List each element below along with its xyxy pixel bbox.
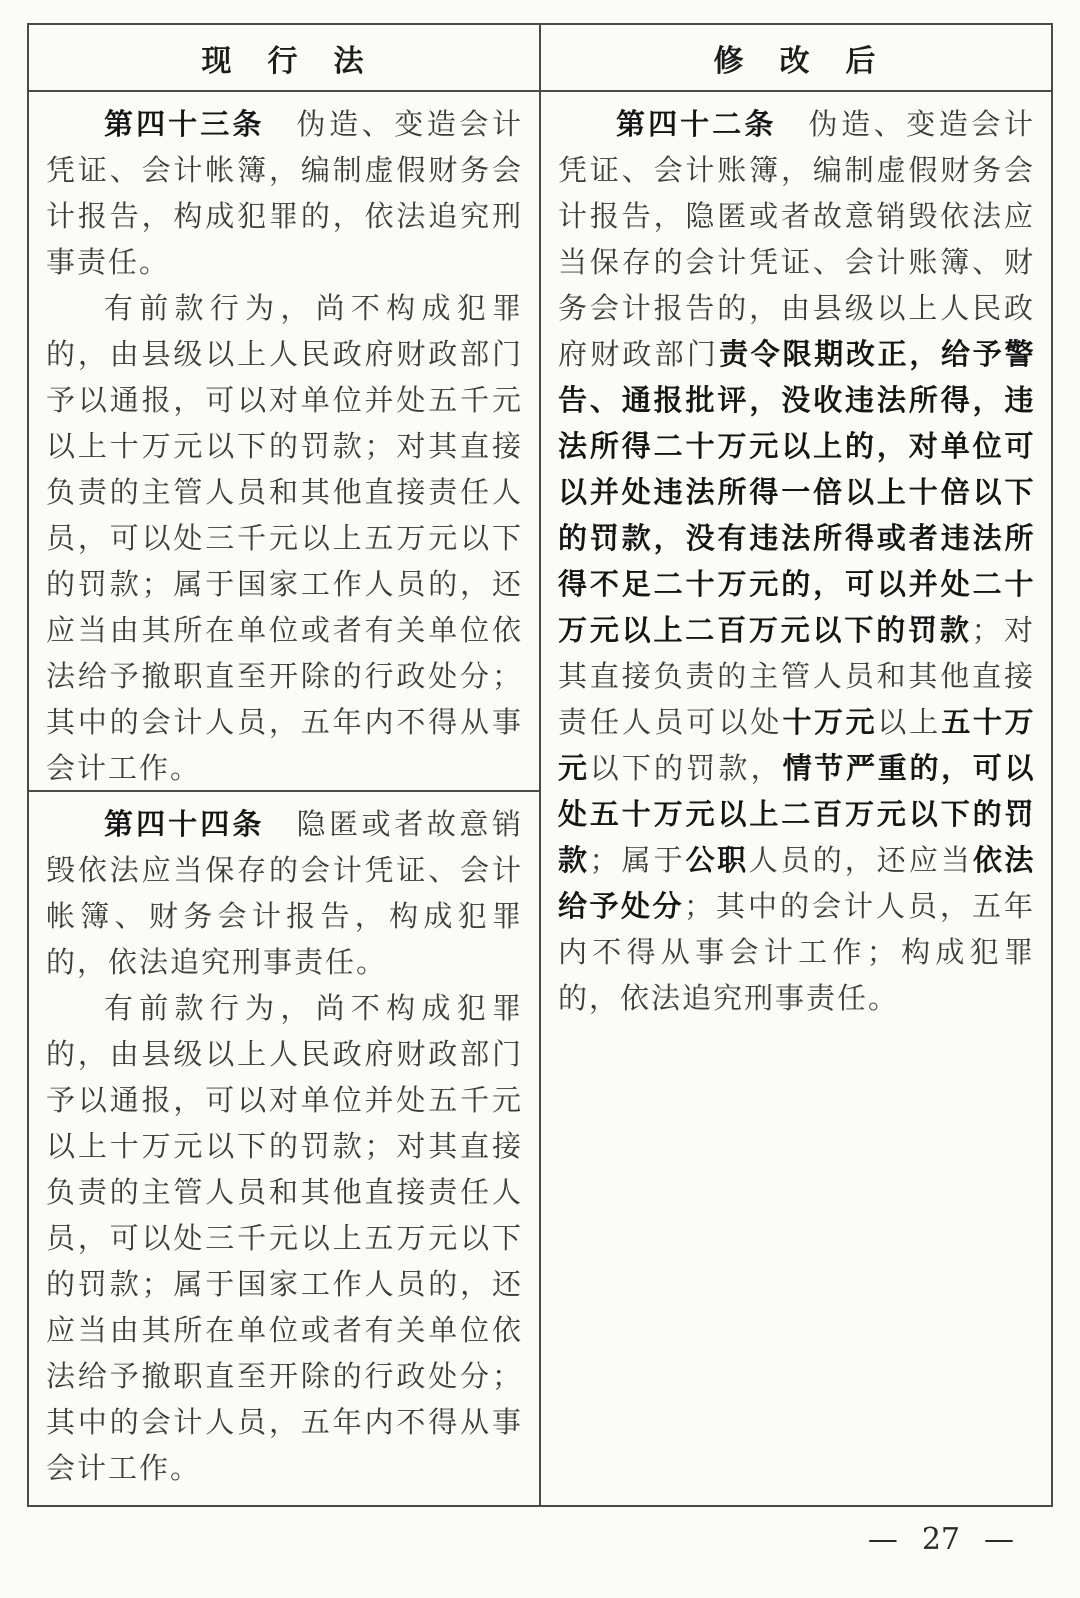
emphasis-text: 第四十三条 (104, 107, 297, 141)
body-text: ；对其直接负责的主管人员和其他直接责任人员可以处 (558, 613, 1035, 739)
current-law-article-44-cell (29, 792, 539, 1505)
emphasis-text: 十万元 (782, 705, 878, 739)
amended-article-42-cell (541, 92, 1051, 1021)
table-body-row (29, 92, 1051, 1505)
emphasis-text: 五十万元 (558, 705, 1035, 785)
column-amended (541, 92, 1051, 1505)
body-text: ；其中的会计人员，五年内不得从事会计工作；构成犯罪的，依法追究刑事责任。 (558, 889, 1035, 1015)
emphasis-text: 第四十二条 (616, 107, 809, 141)
page-number: 27 (921, 1522, 960, 1557)
law-paragraph (46, 285, 523, 791)
column-current-law (29, 92, 541, 1505)
current-law-article-43-cell (29, 92, 539, 792)
body-text: 隐匿或者故意销毁依法应当保存的会计凭证、会计帐簿、财务会计报告，构成犯罪的，依法追究刑事责任。 (46, 807, 523, 979)
emphasis-text: 公职 (685, 843, 749, 877)
emphasis-text: 情节严重的，可以处五十万元以上二百万元以下的罚款 (558, 751, 1035, 877)
header-amended: 修 改 后 (713, 43, 879, 79)
body-text: 以下的罚款， (589, 751, 783, 785)
law-paragraph (46, 985, 523, 1491)
body-text: 以上 (877, 705, 942, 739)
body-text: ；属于 (589, 843, 686, 877)
emphasis-text: 第四十四条 (104, 807, 297, 841)
header-current-law: 现 行 法 (29, 25, 541, 90)
body-text: 有前款行为，尚不构成犯罪的，由县级以上人民政府财政部门予以通报，可以对单位并处五千元以上十万元以下的罚款；对其直接负责的主管人员和其他直接责任人员，可以处三千元以上五万元以下的罚款；属于国家工作人员的，还应当由其所在单位或者有关单位依法给予撤职直至开除的行政处分；其中的会计人员，五年内不得从事会计工作。 (46, 291, 523, 785)
law-paragraph (558, 101, 1035, 1021)
page-footer (868, 1522, 1014, 1557)
footer-dash-right: — (984, 1522, 1014, 1557)
body-text: 有前款行为，尚不构成犯罪的，由县级以上人民政府财政部门予以通报，可以对单位并处五千元以上十万元以下的罚款；对其直接负责的主管人员和其他直接责任人员，可以处三千元以上五万元以下的罚款；属于国家工作人员的，还应当由其所在单位或者有关单位依法给予撤职直至开除的行政处分；其中的会计人员，五年内不得从事会计工作。 (46, 991, 523, 1485)
law-comparison-table (27, 23, 1053, 1507)
emphasis-text: 依法给予处分 (558, 843, 1035, 923)
emphasis-text: 责令限期改正，给予警告、通报批评，没收违法所得，违法所得二十万元以上的，对单位可以并处违法所得一倍以上十倍以下的罚款，没有违法所得或者违法所得不足二十万元的，可以并处二十万元以上二百万元以下的罚款 (558, 337, 1035, 647)
body-text: 人员的，还应当 (748, 843, 973, 877)
body-text: 伪造、变造会计凭证、会计账簿，编制虚假财务会计报告，隐匿或者故意销毁依法应当保存的会计凭证、会计账簿、财务会计报告的，由县级以上人民政府财政部门 (558, 107, 1035, 371)
footer-dash-left: — (867, 1522, 898, 1557)
table-header-row (29, 25, 1051, 92)
law-paragraph (46, 101, 523, 285)
body-text: 伪造、变造会计凭证、会计帐簿，编制虚假财务会计报告，构成犯罪的，依法追究刑事责任。 (46, 107, 523, 279)
law-paragraph (46, 801, 523, 985)
